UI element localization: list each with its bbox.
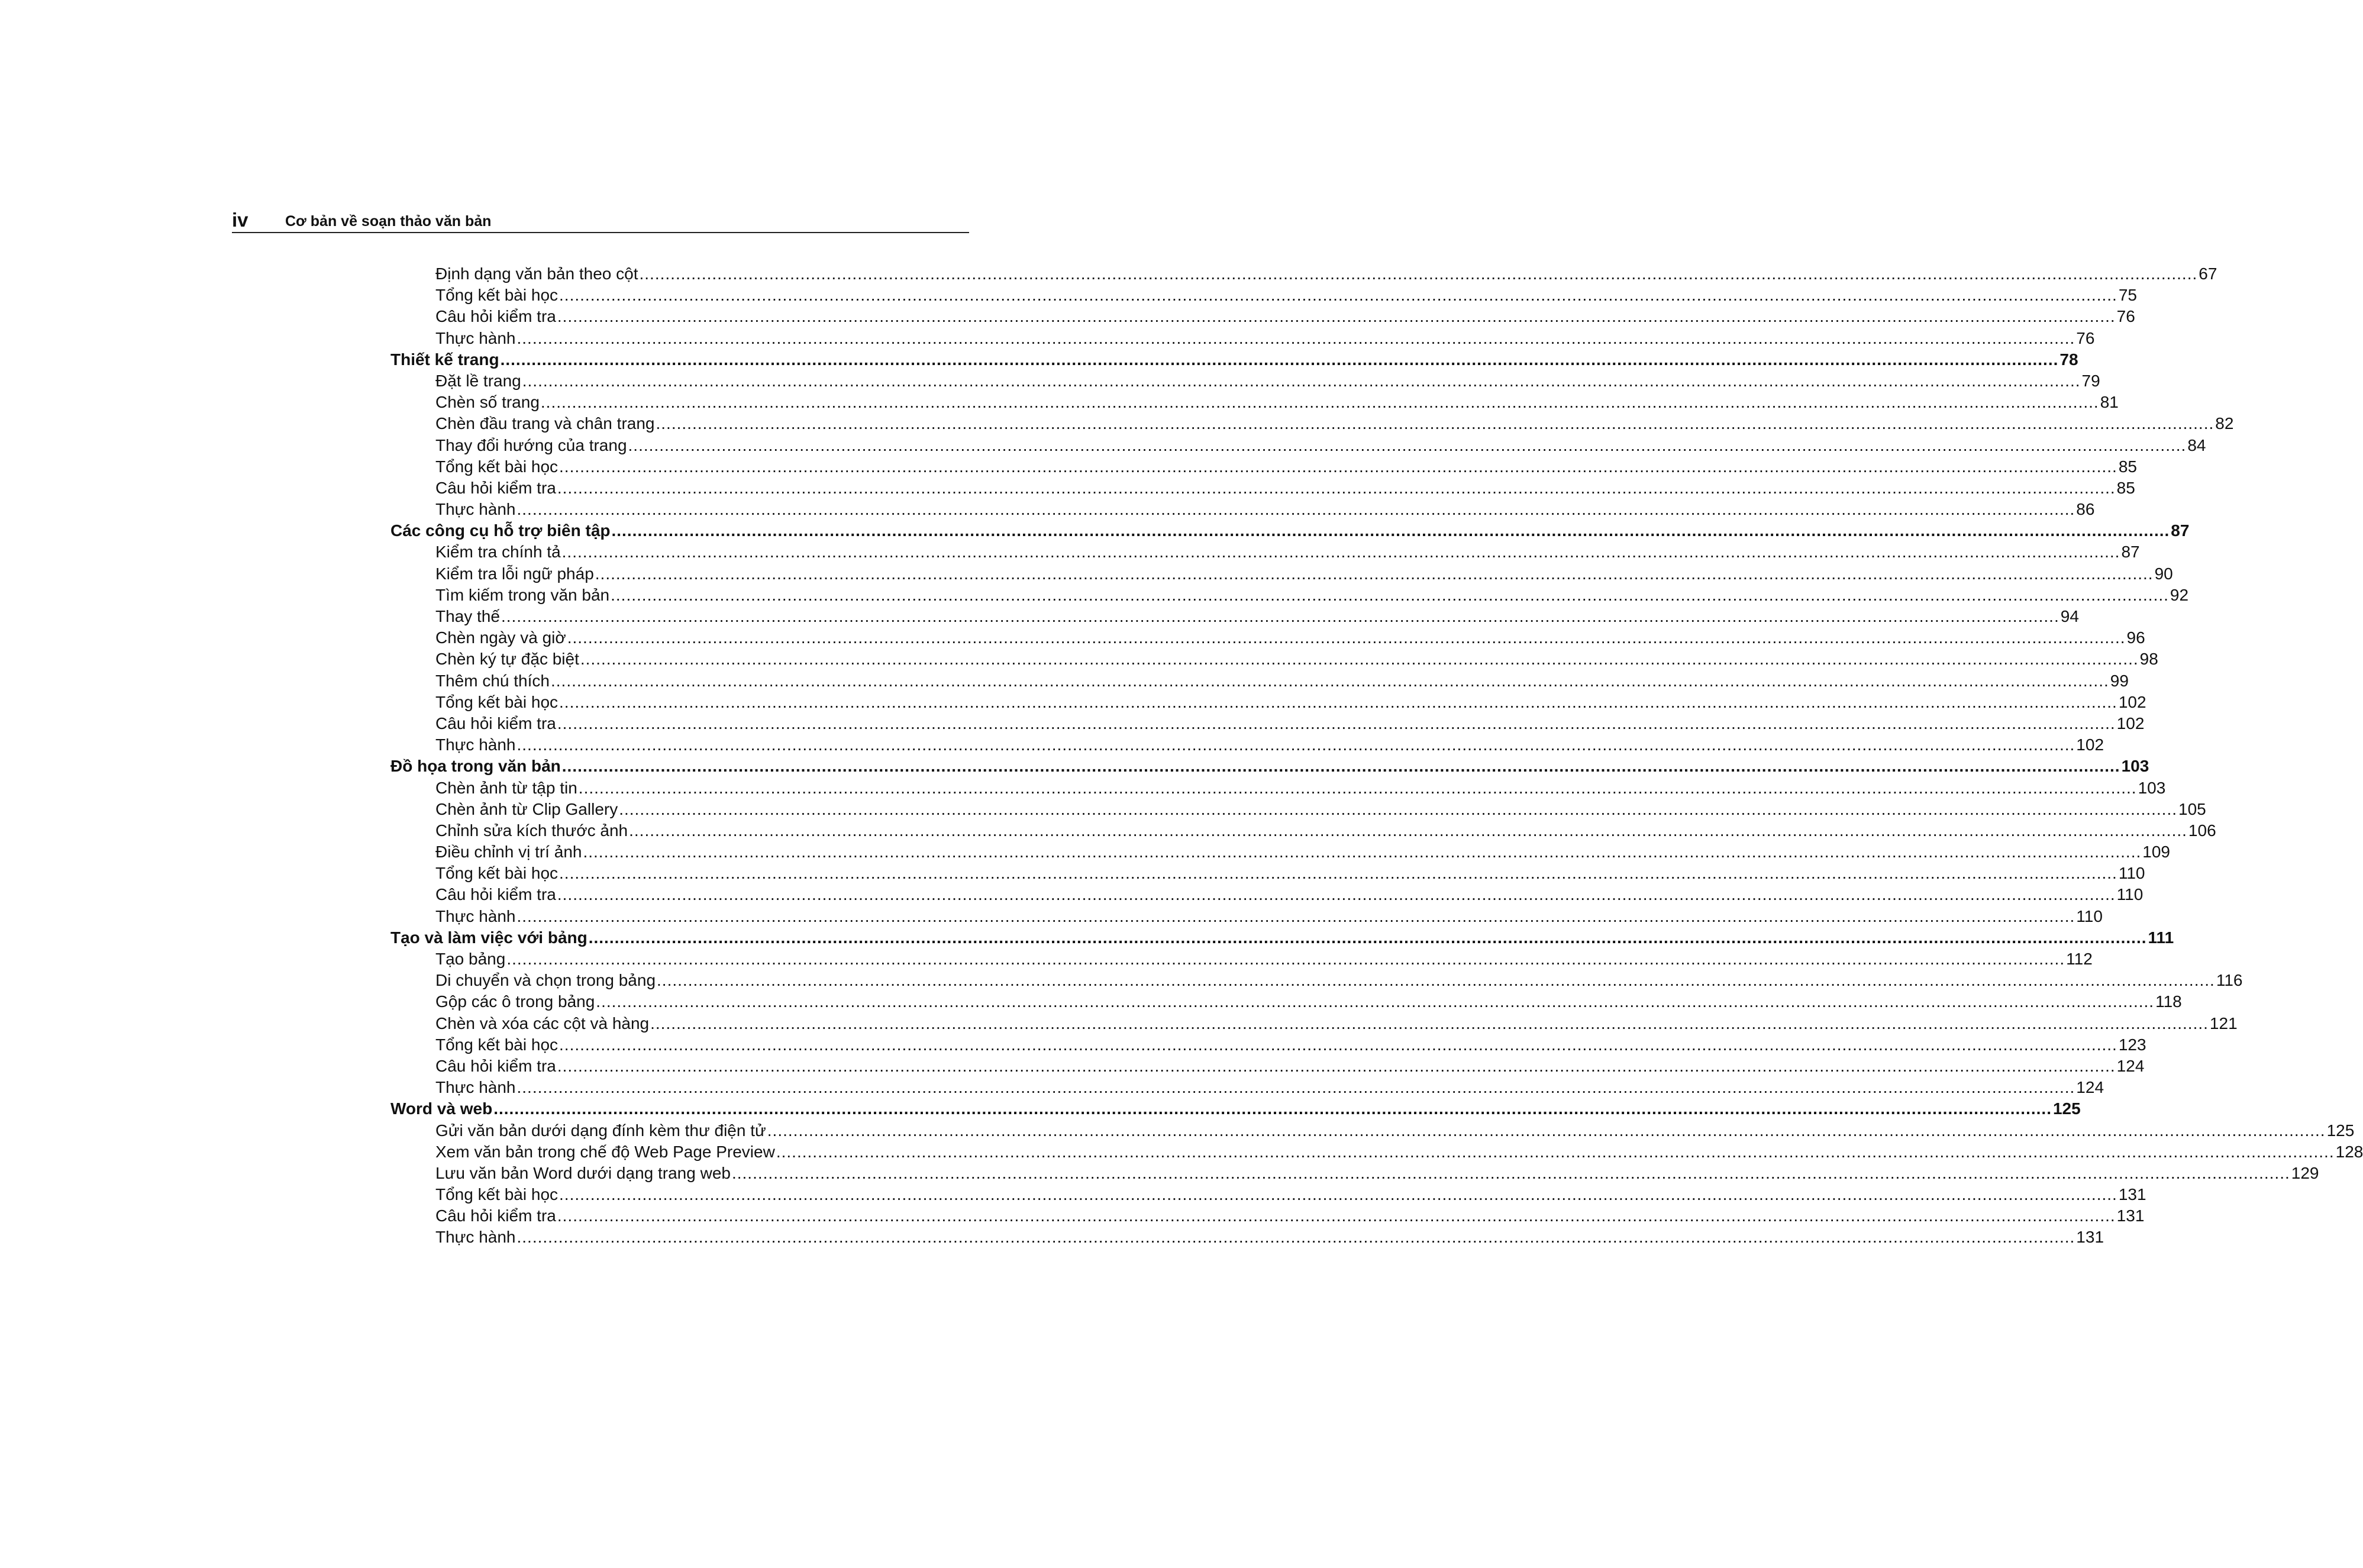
dot-leader: ............................................................................................................................................................................................................................................................................................................ <box>561 543 2120 562</box>
dot-leader: ............................................................................................................................................................................................................................................................................................................ <box>611 585 2169 604</box>
dot-leader: ............................................................................................................................................................................................................................................................................................................ <box>596 992 2155 1011</box>
toc-entry-title: Đồ họa trong văn bản <box>390 757 561 776</box>
dot-leader: ............................................................................................................................................................................................................................................................................................................ <box>557 1206 2116 1225</box>
toc-entry-title: Chèn ảnh từ tập tin <box>435 778 577 797</box>
toc-entry-page-number: 98 <box>2139 650 2158 669</box>
toc-entry-row <box>390 263 2217 285</box>
toc-entry-row <box>390 456 2137 478</box>
toc-entry-page-number: 110 <box>2118 864 2145 883</box>
toc-entry-row <box>390 884 2144 905</box>
toc-entry-page-number: 85 <box>2116 478 2135 497</box>
dot-leader: ............................................................................................................................................................................................................................................................................................................ <box>557 1056 2116 1075</box>
dot-leader: ............................................................................................................................................................................................................................................................................................................ <box>629 821 2187 840</box>
toc-entry-page-number: 123 <box>2118 1035 2146 1054</box>
toc-entry-page-number: 125 <box>2326 1121 2355 1140</box>
toc-entry-row <box>390 1205 2145 1227</box>
toc-entry-page-number: 78 <box>2059 350 2078 369</box>
toc-entry-title: Xem văn bản trong chế độ Web Page Preview <box>435 1142 775 1161</box>
dot-leader: ............................................................................................................................................................................................................................................................................................................ <box>550 671 2109 690</box>
toc-entry-row <box>390 285 2137 306</box>
toc-entry-row <box>390 1056 2145 1077</box>
toc-entry-title: Thêm chú thích <box>435 671 550 690</box>
dot-leader: ............................................................................................................................................................................................................................................................................................................ <box>501 607 2059 625</box>
toc-entry-title: Thực hành <box>435 906 516 925</box>
toc-entry-page-number: 85 <box>2118 457 2137 476</box>
toc-entry-title: Chèn ảnh từ Clip Gallery <box>435 799 618 818</box>
dot-leader: ............................................................................................................................................................................................................................................................................................................ <box>559 1185 2117 1204</box>
toc-entry-title: Thay thế <box>435 607 500 625</box>
toc-entry-page-number: 125 <box>2052 1099 2081 1118</box>
toc-entry-page-number: 96 <box>2126 628 2145 647</box>
toc-entry-page-number: 124 <box>2116 1056 2145 1075</box>
toc-entry-title: Tạo bảng <box>435 950 506 968</box>
toc-entry-title: Word và web <box>390 1099 493 1118</box>
toc-entry-title: Kiểm tra lỗi ngữ pháp <box>435 564 594 583</box>
toc-entry-row <box>390 627 2145 649</box>
toc-entry-row <box>390 1227 2104 1248</box>
toc-entry-row <box>390 734 2104 756</box>
toc-entry-title: Các công cụ hỗ trợ biên tập <box>390 521 611 540</box>
dot-leader: ............................................................................................................................................................................................................................................................................................................ <box>580 650 2139 669</box>
toc-entry-row <box>390 435 2206 456</box>
toc-entry-page-number: 121 <box>2209 1014 2238 1033</box>
toc-entry-title: Định dạng văn bản theo cột <box>435 264 638 283</box>
toc-entry-title: Gộp các ô trong bảng <box>435 992 595 1011</box>
dot-leader: ............................................................................................................................................................................................................................................................................................................ <box>559 1035 2117 1054</box>
toc-chapter-row <box>390 756 2149 777</box>
toc-entry-title: Thiết kế trang <box>390 350 499 369</box>
toc-entry-page-number: 75 <box>2118 286 2137 305</box>
toc-entry-title: Chèn ngày và giờ <box>435 628 566 647</box>
dot-leader: ............................................................................................................................................................................................................................................................................................................ <box>540 393 2099 412</box>
table-of-contents <box>390 263 2363 1248</box>
toc-entry-row <box>390 541 2140 563</box>
toc-entry-title: Thực hành <box>435 328 516 347</box>
toc-entry-title: Điều chỉnh vị trí ảnh <box>435 843 582 862</box>
toc-entry-page-number: 102 <box>2076 735 2104 754</box>
toc-entry-title: Tổng kết bài học <box>435 1035 559 1054</box>
toc-entry-row <box>390 863 2145 884</box>
toc-entry-page-number: 124 <box>2076 1078 2104 1097</box>
dot-leader: ............................................................................................................................................................................................................................................................................................................ <box>578 778 2137 797</box>
toc-entry-page-number: 131 <box>2116 1206 2145 1225</box>
toc-entry-title: Kiểm tra chính tả <box>435 543 561 562</box>
dot-leader: ............................................................................................................................................................................................................................................................................................................ <box>611 521 2170 540</box>
toc-entry-title: Chèn ký tự đặc biệt <box>435 650 579 669</box>
toc-entry-title: Tổng kết bài học <box>435 1185 559 1204</box>
toc-entry-row <box>390 1077 2104 1098</box>
toc-entry-page-number: 105 <box>2178 799 2206 818</box>
toc-entry-page-number: 103 <box>2121 757 2149 776</box>
toc-entry-page-number: 87 <box>2121 543 2140 562</box>
toc-entry-title: Câu hỏi kiểm tra <box>435 714 556 733</box>
toc-entry-page-number: 111 <box>2148 928 2174 947</box>
dot-leader: ............................................................................................................................................................................................................................................................................................................ <box>559 864 2117 883</box>
dot-leader: ............................................................................................................................................................................................................................................................................................................ <box>583 843 2142 862</box>
dot-leader: ............................................................................................................................................................................................................................................................................................................ <box>557 714 2116 733</box>
page-number: iv <box>232 209 248 231</box>
toc-entry-title: Di chuyển và chọn trong bảng <box>435 971 656 990</box>
toc-entry-page-number: 94 <box>2060 607 2079 625</box>
toc-entry-title: Câu hỏi kiểm tra <box>435 1206 556 1225</box>
toc-entry-page-number: 87 <box>2171 521 2190 540</box>
dot-leader: ............................................................................................................................................................................................................................................................................................................ <box>639 264 2198 283</box>
toc-entry-title: Thực hành <box>435 1228 516 1247</box>
toc-entry-row <box>390 1184 2146 1205</box>
toc-entry-page-number: 110 <box>2076 906 2103 925</box>
toc-chapter-row <box>390 927 2174 948</box>
toc-entry-page-number: 90 <box>2154 564 2173 583</box>
dot-leader: ............................................................................................................................................................................................................................................................................................................ <box>522 371 2081 390</box>
toc-entry-row <box>390 478 2135 499</box>
page-header <box>232 207 969 233</box>
dot-leader: ............................................................................................................................................................................................................................................................................................................ <box>559 286 2117 305</box>
toc-entry-row <box>390 1163 2319 1184</box>
toc-entry-row <box>390 1141 2363 1163</box>
running-title: Cơ bản về soạn thảo văn bản <box>285 213 492 230</box>
toc-entry-title: Tổng kết bài học <box>435 457 559 476</box>
toc-entry-title: Tổng kết bài học <box>435 692 559 711</box>
dot-leader: ............................................................................................................................................................................................................................................................................................................ <box>559 692 2117 711</box>
toc-entry-row <box>390 606 2079 627</box>
dot-leader: ............................................................................................................................................................................................................................................................................................................ <box>516 1078 2075 1097</box>
toc-entry-row <box>390 713 2145 734</box>
toc-entry-title: Đặt lề trang <box>435 371 521 390</box>
dot-leader: ............................................................................................................................................................................................................................................................................................................ <box>561 757 2120 776</box>
toc-entry-row <box>390 370 2100 392</box>
toc-entry-title: Tổng kết bài học <box>435 286 559 305</box>
toc-chapter-row <box>390 1098 2081 1119</box>
toc-entry-row <box>390 841 2170 863</box>
dot-leader: ............................................................................................................................................................................................................................................................................................................ <box>516 735 2075 754</box>
toc-entry-row <box>390 649 2158 670</box>
dot-leader: ............................................................................................................................................................................................................................................................................................................ <box>557 478 2116 497</box>
toc-entry-page-number: 92 <box>2170 585 2189 604</box>
dot-leader: ............................................................................................................................................................................................................................................................................................................ <box>557 307 2116 326</box>
toc-entry-row <box>390 820 2216 841</box>
toc-entry-page-number: 128 <box>2335 1142 2363 1161</box>
dot-leader: ............................................................................................................................................................................................................................................................................................................ <box>619 799 2178 818</box>
toc-chapter-row <box>390 349 2078 370</box>
toc-entry-page-number: 102 <box>2116 714 2145 733</box>
toc-entry-row <box>390 692 2146 713</box>
dot-leader: ............................................................................................................................................................................................................................................................................................................ <box>516 500 2075 519</box>
toc-entry-title: Tìm kiếm trong văn bản <box>435 585 610 604</box>
dot-leader: ............................................................................................................................................................................................................................................................................................................ <box>516 906 2075 925</box>
toc-entry-row <box>390 777 2166 799</box>
toc-entry-row <box>390 906 2103 927</box>
toc-entry-row <box>390 1013 2238 1034</box>
toc-entry-title: Chèn số trang <box>435 393 540 412</box>
toc-entry-title: Tổng kết bài học <box>435 864 559 883</box>
toc-entry-row <box>390 499 2095 520</box>
dot-leader: ............................................................................................................................................................................................................................................................................................................ <box>657 971 2215 990</box>
dot-leader: ............................................................................................................................................................................................................................................................................................................ <box>516 1228 2075 1247</box>
dot-leader: ............................................................................................................................................................................................................................................................................................................ <box>500 350 2059 369</box>
toc-entry-row <box>390 670 2129 692</box>
toc-entry-row <box>390 991 2182 1012</box>
toc-entry-page-number: 79 <box>2081 371 2100 390</box>
toc-entry-row <box>390 948 2093 970</box>
toc-entry-page-number: 76 <box>2116 307 2135 326</box>
dot-leader: ............................................................................................................................................................................................................................................................................................................ <box>493 1099 2052 1118</box>
toc-entry-row <box>390 585 2189 606</box>
toc-entry-page-number: 131 <box>2076 1228 2104 1247</box>
toc-entry-title: Câu hỏi kiểm tra <box>435 478 556 497</box>
dot-leader: ............................................................................................................................................................................................................................................................................................................ <box>731 1163 2290 1182</box>
toc-entry-title: Thay đổi hướng của trang <box>435 435 627 454</box>
dot-leader: ............................................................................................................................................................................................................................................................................................................ <box>595 564 2154 583</box>
toc-entry-page-number: 118 <box>2155 992 2182 1011</box>
toc-entry-page-number: 86 <box>2076 500 2095 519</box>
toc-entry-page-number: 76 <box>2076 328 2095 347</box>
toc-entry-title: Gửi văn bản dưới dạng đính kèm thư điện tử <box>435 1121 766 1140</box>
dot-leader: ............................................................................................................................................................................................................................................................................................................ <box>776 1142 2335 1161</box>
toc-entry-page-number: 103 <box>2138 778 2166 797</box>
toc-entry-page-number: 129 <box>2291 1163 2319 1182</box>
toc-entry-title: Câu hỏi kiểm tra <box>435 1056 556 1075</box>
toc-entry-title: Lưu văn bản Word dưới dạng trang web <box>435 1163 731 1182</box>
dot-leader: ............................................................................................................................................................................................................................................................................................................ <box>557 885 2116 904</box>
toc-entry-title: Chèn và xóa các cột và hàng <box>435 1014 650 1033</box>
toc-entry-page-number: 116 <box>2216 971 2243 990</box>
toc-entry-title: Thực hành <box>435 735 516 754</box>
toc-entry-page-number: 112 <box>2066 950 2093 968</box>
toc-entry-row <box>390 970 2243 991</box>
toc-chapter-row <box>390 520 2190 541</box>
toc-entry-title: Tạo và làm việc với bảng <box>390 928 587 947</box>
toc-entry-row <box>390 1120 2355 1141</box>
toc-entry-title: Câu hỏi kiểm tra <box>435 307 556 326</box>
toc-entry-title: Câu hỏi kiểm tra <box>435 885 556 904</box>
toc-entry-row <box>390 328 2095 349</box>
toc-entry-row <box>390 306 2135 327</box>
dot-leader: ............................................................................................................................................................................................................................................................................................................ <box>656 414 2214 433</box>
dot-leader: ............................................................................................................................................................................................................................................................................................................ <box>767 1121 2326 1140</box>
toc-entry-row <box>390 392 2119 413</box>
toc-entry-page-number: 82 <box>2215 414 2234 433</box>
dot-leader: ............................................................................................................................................................................................................................................................................................................ <box>588 928 2147 947</box>
toc-entry-row <box>390 799 2206 820</box>
toc-entry-title: Chỉnh sửa kích thước ảnh <box>435 821 628 840</box>
toc-entry-page-number: 102 <box>2118 692 2146 711</box>
dot-leader: ............................................................................................................................................................................................................................................................................................................ <box>506 950 2065 968</box>
toc-entry-page-number: 131 <box>2118 1185 2146 1204</box>
toc-entry-title: Thực hành <box>435 500 516 519</box>
toc-entry-page-number: 84 <box>2187 435 2206 454</box>
toc-entry-page-number: 106 <box>2188 821 2216 840</box>
toc-entry-row <box>390 413 2234 434</box>
toc-entry-page-number: 67 <box>2199 264 2217 283</box>
toc-entry-page-number: 109 <box>2142 843 2170 862</box>
toc-entry-page-number: 81 <box>2100 393 2119 412</box>
dot-leader: ............................................................................................................................................................................................................................................................................................................ <box>567 628 2126 647</box>
dot-leader: ............................................................................................................................................................................................................................................................................................................ <box>628 435 2187 454</box>
toc-entry-page-number: 110 <box>2116 885 2144 904</box>
toc-entry-title: Thực hành <box>435 1078 516 1097</box>
dot-leader: ............................................................................................................................................................................................................................................................................................................ <box>516 328 2075 347</box>
toc-entry-page-number: 99 <box>2110 671 2129 690</box>
toc-entry-row <box>390 563 2173 585</box>
toc-entry-row <box>390 1034 2146 1056</box>
dot-leader: ............................................................................................................................................................................................................................................................................................................ <box>650 1014 2209 1033</box>
dot-leader: ............................................................................................................................................................................................................................................................................................................ <box>559 457 2117 476</box>
toc-entry-title: Chèn đầu trang và chân trang <box>435 414 655 433</box>
